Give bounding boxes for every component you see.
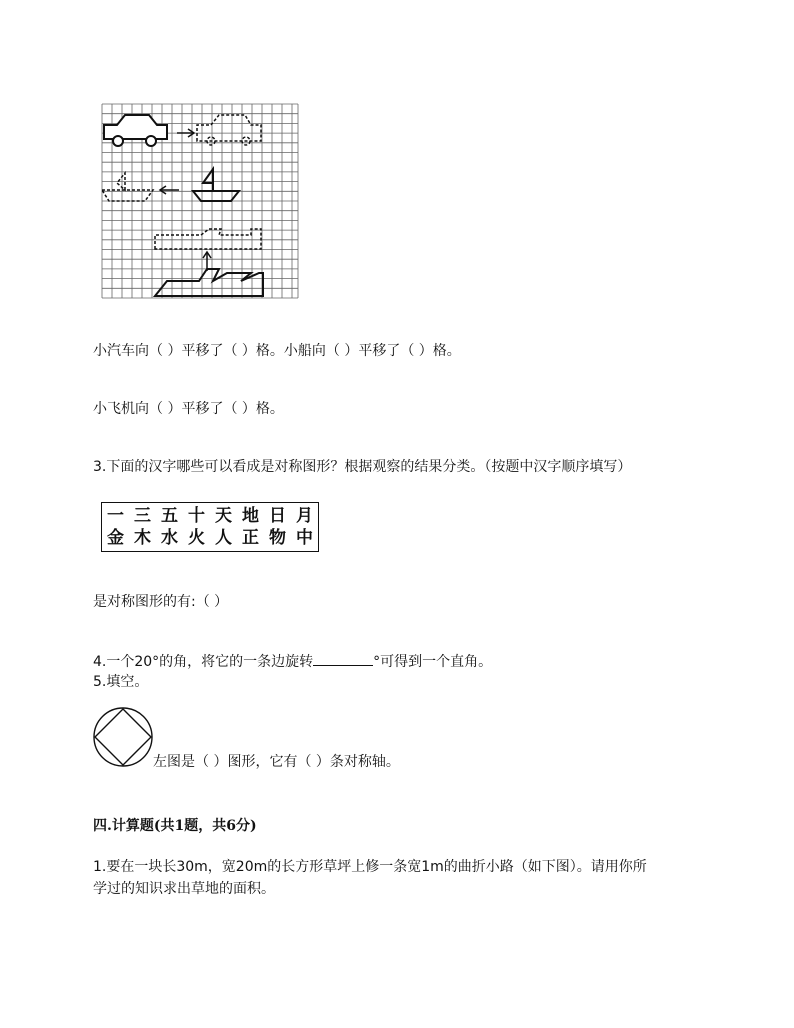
car-shape: [104, 115, 167, 146]
q2-line-car-boat: 小汽车向（ ）平移了（ ）格。小船向（ ）平移了（ ）格。: [93, 343, 461, 359]
char-cell: 地: [242, 506, 259, 526]
char-cell: 水: [161, 528, 178, 548]
plane-translated-shape: [155, 229, 261, 249]
q4-answer-blank[interactable]: [313, 651, 373, 666]
translation-grid-figure: [101, 103, 301, 299]
section-4-q1-line1: 1.要在一块长30m，宽20m的长方形草坪上修一条宽1m的曲折小路（如下图）。请用你所: [93, 859, 647, 875]
char-cell: 物: [269, 528, 286, 548]
char-cell: 金: [107, 528, 124, 548]
char-cell: 五: [161, 506, 178, 526]
q5-text: 左图是（ ）图形，它有（ ）条对称轴。: [153, 754, 400, 770]
char-cell: 木: [134, 528, 151, 548]
section-4-q1-line2: 学过的知识求出草地的面积。: [93, 881, 275, 897]
q4-text-after: °可得到一个直角。: [373, 654, 493, 670]
q3-answer-line: 是对称图形的有:（ ）: [93, 594, 229, 610]
boat-translated-shape: [102, 173, 153, 201]
arrow-right-icon: [177, 129, 194, 137]
q3-prompt: 3.下面的汉字哪些可以看成是对称图形？根据观察的结果分类。（按题中汉字顺序填写）: [93, 459, 632, 475]
q4-line: [93, 651, 492, 671]
q2-line-plane: 小飞机向（ ）平移了（ ）格。: [93, 401, 284, 417]
char-cell: 一: [107, 506, 124, 526]
char-cell: 天: [215, 506, 232, 526]
char-cell: 正: [242, 528, 259, 548]
char-row-1: [102, 503, 319, 528]
section-4-heading: 四.计算题(共1题，共6分): [93, 818, 257, 834]
char-cell: 月: [296, 506, 313, 526]
q5-title: 5.填空。: [93, 674, 149, 690]
plane-shape: [155, 269, 263, 296]
char-cell: 日: [269, 506, 286, 526]
circle-square-figure: [92, 706, 154, 768]
char-cell: 中: [296, 528, 313, 548]
char-cell: 三: [134, 506, 151, 526]
char-cell: 人: [215, 528, 232, 548]
chinese-character-table: [101, 502, 319, 552]
arrow-left-icon: [160, 186, 179, 194]
car-translated-shape: [197, 115, 261, 145]
char-cell: 十: [188, 506, 205, 526]
char-row-2: [102, 527, 319, 552]
char-cell: 火: [188, 528, 205, 548]
q4-text-before: 4.一个20°的角，将它的一条边旋转: [93, 654, 314, 670]
